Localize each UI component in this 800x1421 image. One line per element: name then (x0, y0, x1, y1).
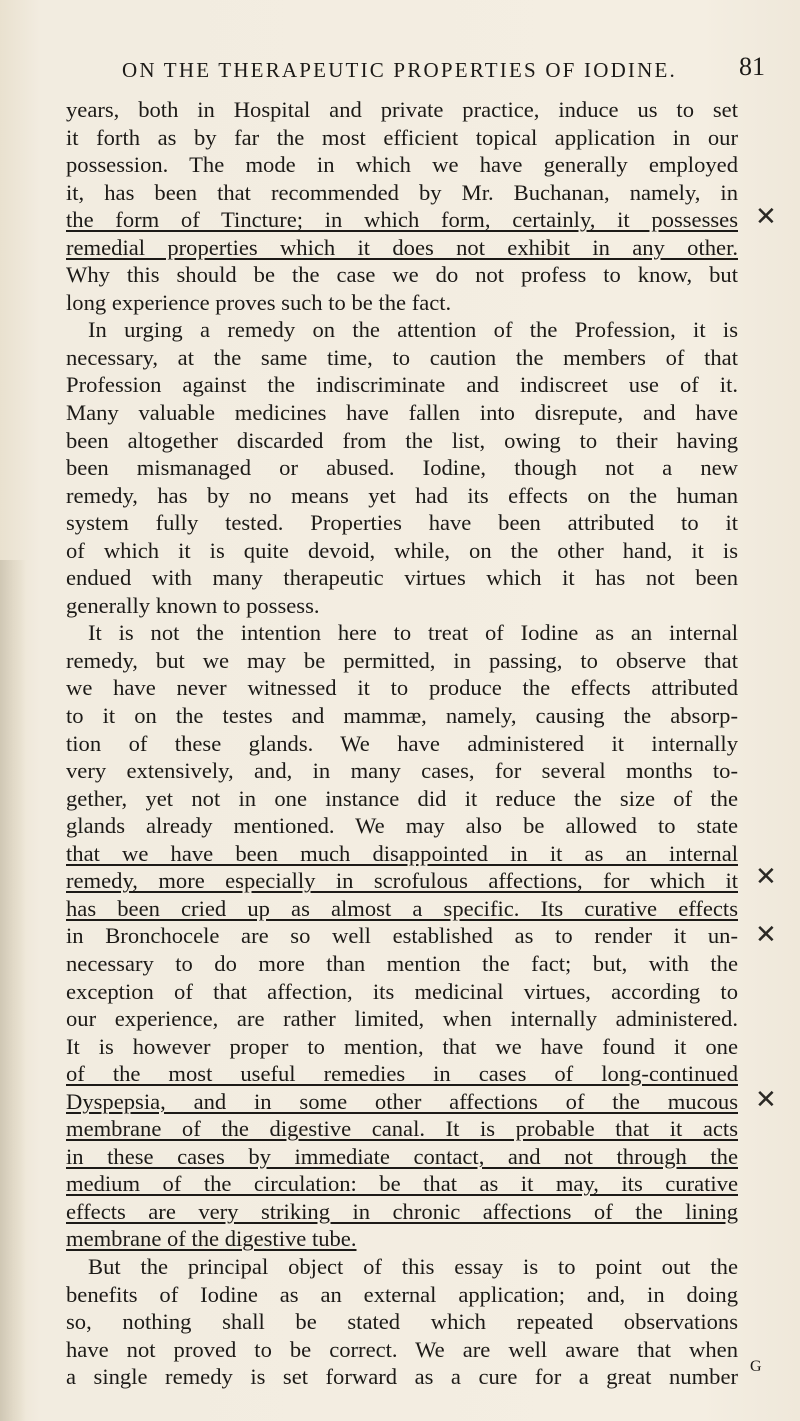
text-line: benefits of Iodine as an external application; and, in doing (66, 1281, 738, 1307)
text-line: have not proved to be correct. We are well aware that when (66, 1336, 738, 1362)
text-line: of which it is quite devoid, while, on the other hand, it is (66, 537, 738, 563)
text-line-underlined: remedy, more especially in scrofulous affections, for which it (66, 868, 738, 894)
body-text (66, 96, 738, 1391)
margin-cross-mark: ✕ (755, 1085, 777, 1115)
margin-cross-mark: ✕ (755, 202, 777, 232)
text-line: But the principal object of this essay is to point out the (88, 1253, 738, 1279)
text-line: we have never witnessed it to produce the effects attributed (66, 675, 738, 701)
text-line: it, has been that recommended by Mr. Buchanan, namely, in (66, 179, 738, 205)
text-line: been altogether discarded from the list, owing to their having (66, 427, 738, 453)
text-line: possession. The mode in which we have generally employed (66, 152, 738, 178)
text-line: necessary, at the same time, to caution the members of that (66, 344, 738, 370)
text-line-underlined: medium of the circulation: be that as it may, its curative (66, 1171, 738, 1197)
text-line: It is not the intention here to treat of Iodine as an internal (88, 620, 738, 646)
text-line: system fully tested. Properties have been attributed to it (66, 510, 738, 536)
text-line: in Bronchocele are so well established as to render it un- (66, 923, 738, 949)
text-line-underlined: effects are very striking in chronic affections of the lining (66, 1198, 738, 1224)
text-line: exception of that affection, its medicinal virtues, according to (66, 978, 738, 1004)
text-line: tion of these glands. We have administered it internally (66, 730, 738, 756)
text-line: years, both in Hospital and private practice, induce us to set (66, 97, 738, 122)
text-line: it forth as by far the most efficient topical application in our (66, 124, 738, 150)
text-line-underlined: of the most useful remedies in cases of long-continued (66, 1061, 738, 1087)
page-number: 81 (739, 52, 765, 81)
text-line: In urging a remedy on the attention of the Profession, it is (88, 317, 738, 343)
text-line: It is however proper to mention, that we have found it one (66, 1033, 738, 1059)
text-line-underlined: the form of Tincture; in which form, certainly, it possesses (66, 207, 738, 233)
text-line-underlined: in these cases by immediate contact, and not through the (66, 1143, 738, 1169)
text-line-underlined: Dyspepsia, and in some other affections of the mucous (66, 1088, 738, 1114)
text-line: Why this should be the case we do not profess to know, but (66, 262, 738, 288)
margin-cross-mark: ✕ (755, 862, 777, 892)
text-line: necessary to do more than mention the fact; but, with the (66, 950, 738, 976)
text-line-underlined: that we have been much disappointed in it as an internal (66, 840, 738, 866)
text-line: long experience proves such to be the fact. (66, 289, 452, 315)
text-line-underlined: has been cried up as almost a specific. Its curative effects (66, 895, 738, 921)
text-line-underlined: membrane of the digestive tube. (66, 1226, 357, 1252)
text-line: glands already mentioned. We may also be allowed to state (66, 813, 738, 839)
text-line: been mismanaged or abused. Iodine, though not a new (66, 455, 738, 481)
text-line-underlined: membrane of the digestive canal. It is probable that it acts (66, 1116, 738, 1142)
running-title: ON THE THERAPEUTIC PROPERTIES OF IODINE. (122, 58, 677, 82)
text-line: gether, yet not in one instance did it reduce the size of the (66, 785, 738, 811)
text-line: Profession against the indiscriminate and indiscreet use of it. (66, 372, 738, 398)
text-line: generally known to possess. (66, 592, 320, 618)
text-line: to it on the testes and mammæ, namely, causing the absorp- (66, 703, 738, 729)
text-line: remedy, but we may be permitted, in passing, to observe that (66, 647, 738, 673)
text-line: a single remedy is set forward as a cure for a great number (66, 1364, 738, 1390)
binding-gutter-shadow (0, 560, 26, 1421)
text-line: endued with many therapeutic virtues which it has not been (66, 565, 738, 591)
text-line: our experience, are rather limited, when internally administered. (66, 1006, 738, 1032)
running-head (0, 52, 800, 92)
text-line: remedy, has by no means yet had its effects on the human (66, 482, 738, 508)
margin-cross-mark: ✕ (755, 920, 777, 950)
text-line: so, nothing shall be stated which repeated observations (66, 1309, 738, 1335)
signature-mark: G (750, 1358, 762, 1375)
text-line-underlined: remedial properties which it does not exhibit in any other. (66, 234, 738, 260)
text-line: Many valuable medicines have fallen into disrepute, and have (66, 400, 738, 426)
text-line: very extensively, and, in many cases, for several months to- (66, 758, 738, 784)
